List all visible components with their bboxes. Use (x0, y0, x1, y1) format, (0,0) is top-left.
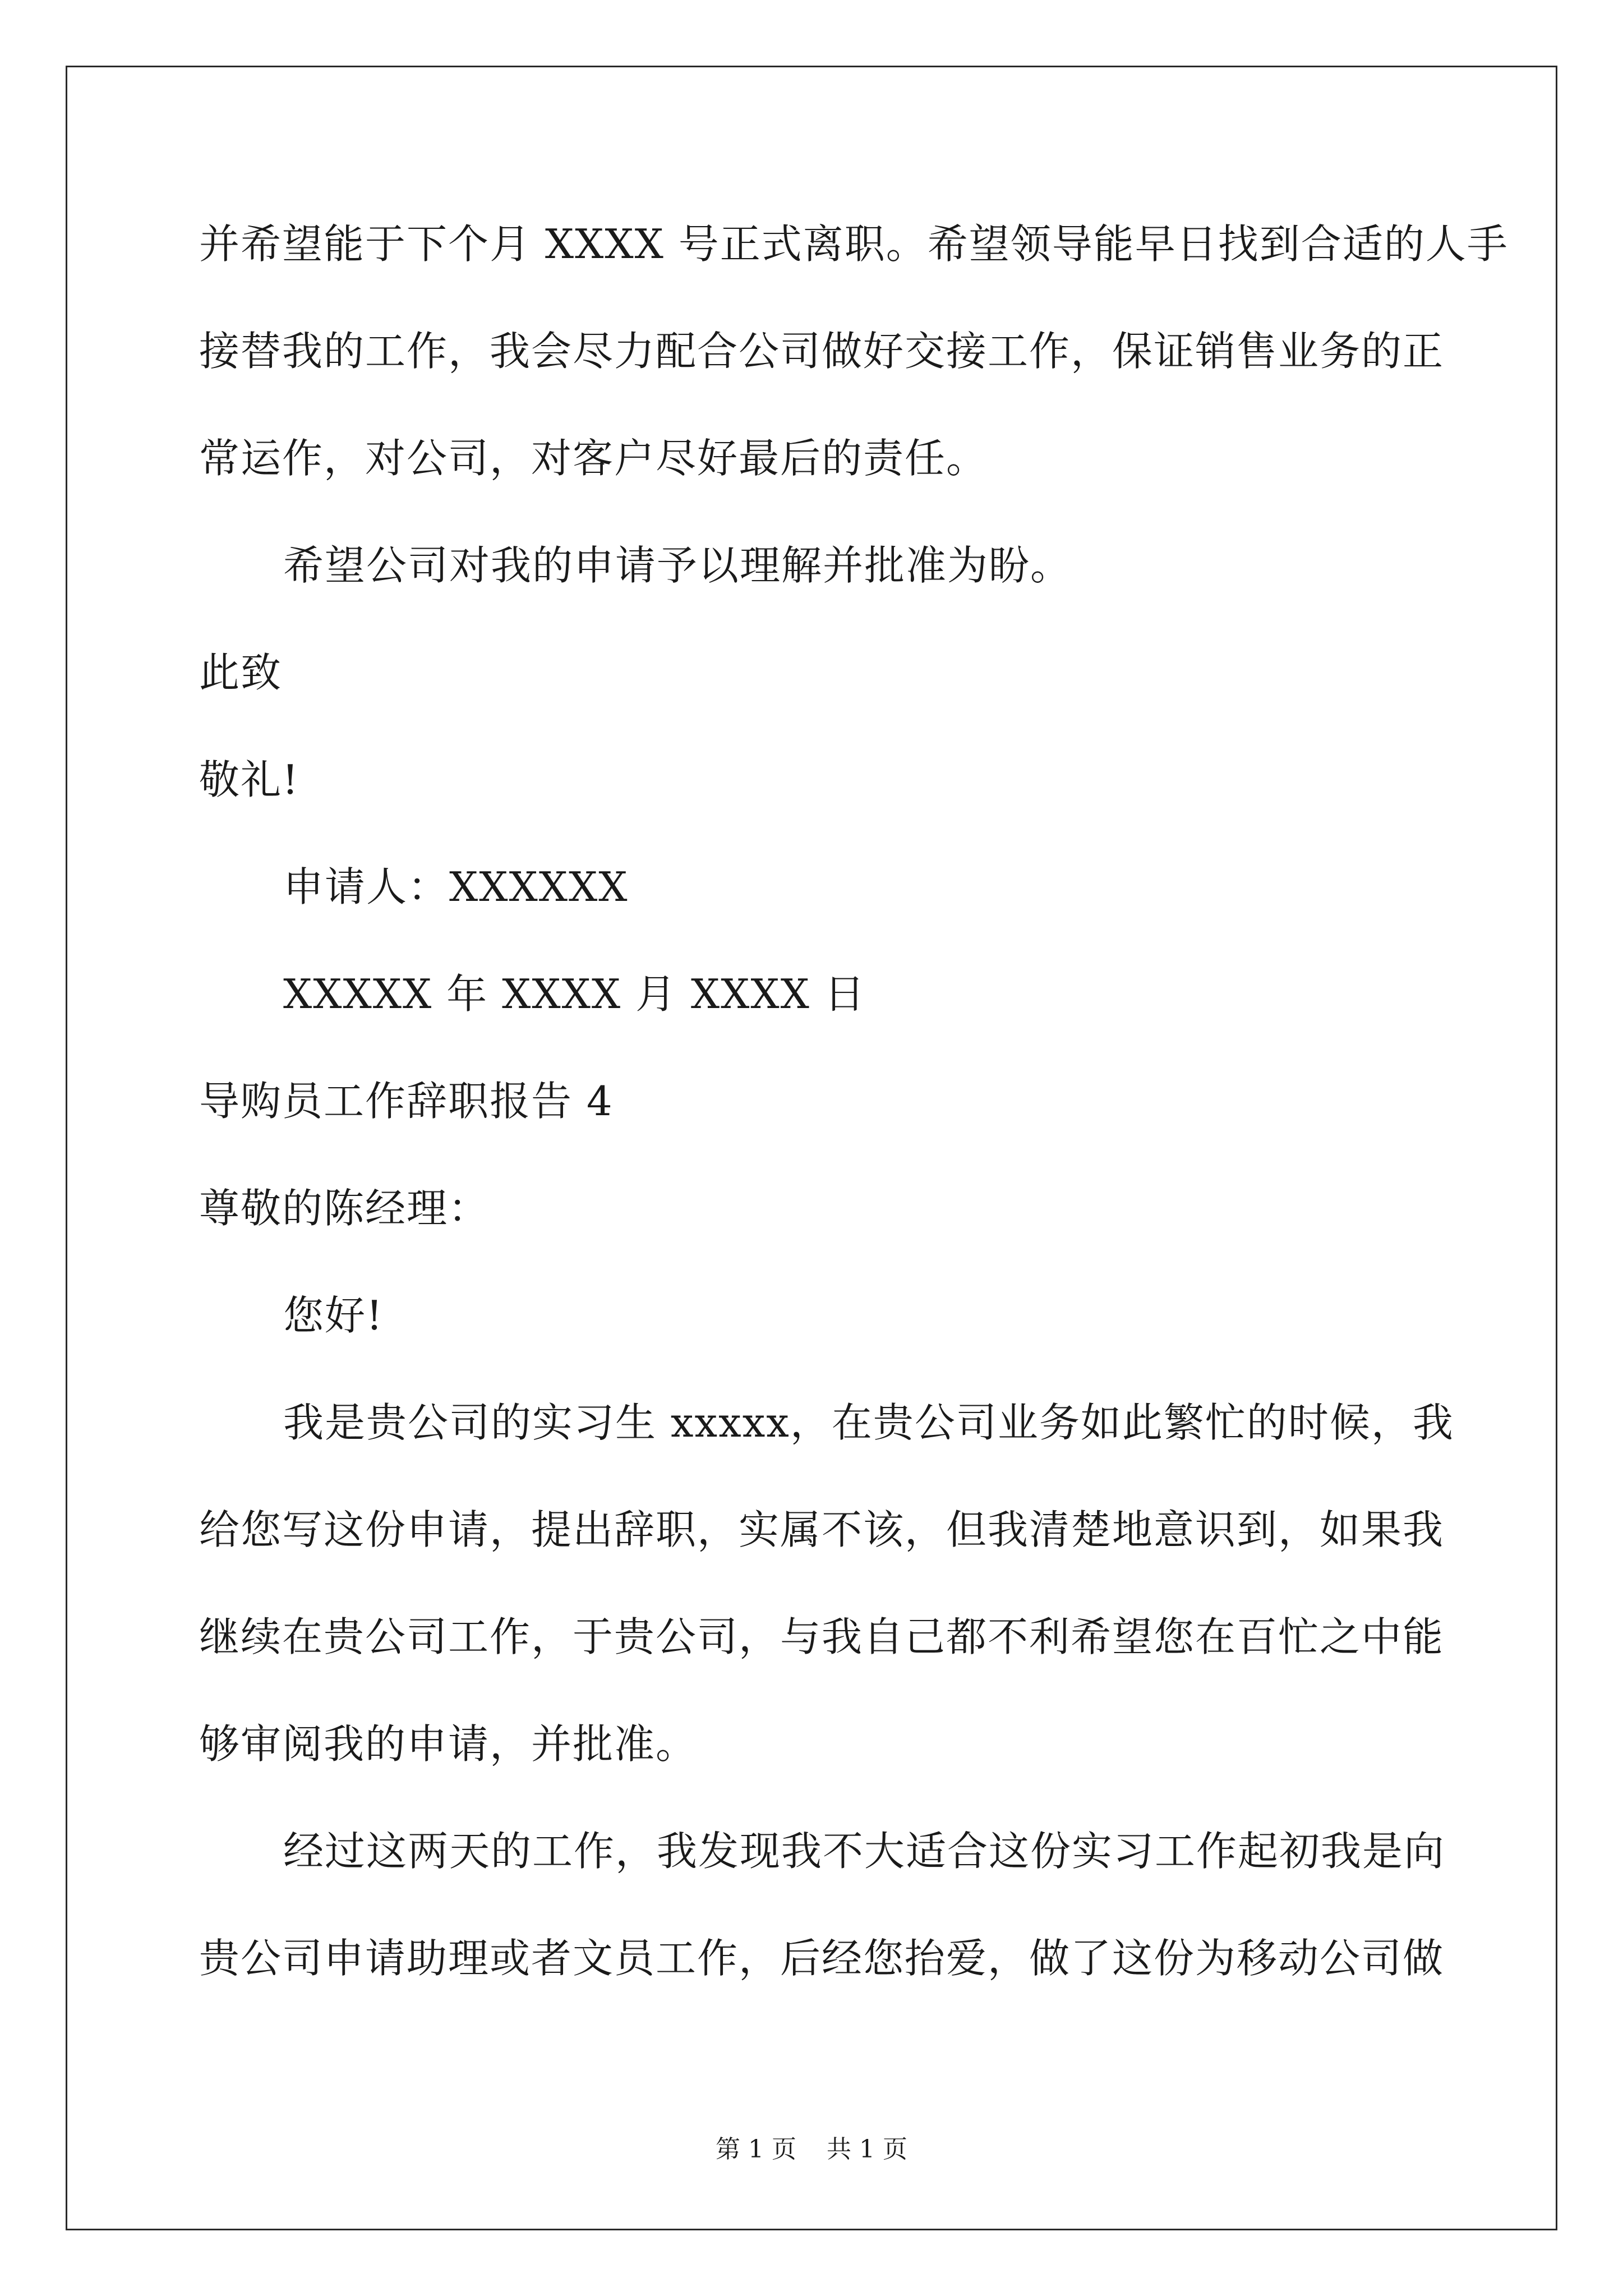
paragraph-line: 希望公司对我的申请予以理解并批准为盼。 (283, 542, 1072, 589)
page-total: 共 1 页 (827, 2135, 907, 2164)
paragraph-line: 贵公司申请助理或者文员工作，后经您抬爱，做了这份为移动公司做 (199, 1935, 1445, 1982)
page-number: 第 1 页 (716, 2135, 796, 2164)
closing-line: 此致 (199, 649, 283, 696)
salutation: 尊敬的陈经理： (199, 1185, 490, 1232)
closing-line: 敬礼! (199, 756, 299, 803)
paragraph-line: 并希望能于下个月 XXXX 号正式离职。希望领导能早日找到合适的人手 (199, 220, 1509, 268)
paragraph-line: 我是贵公司的实习生 xxxxx，在贵公司业务如此繁忙的时候，我 (283, 1399, 1454, 1446)
paragraph-line: 常运作，对公司，对客户尽好最后的责任。 (199, 435, 988, 482)
paragraph-line: 经过这两天的工作，我发现我不大适合这份实习工作起初我是向 (283, 1828, 1446, 1875)
signature-date: XXXXX 年 XXXX 月 XXXX 日 (283, 970, 866, 1018)
paragraph-line: 给您写这份申请，提出辞职，实属不该，但我清楚地意识到，如果我 (199, 1506, 1445, 1553)
document-body (199, 213, 1509, 2035)
paragraph-line: 接替我的工作，我会尽力配合公司做好交接工作，保证销售业务的正 (199, 328, 1445, 375)
signature-applicant: 申请人：XXXXXX (283, 863, 629, 910)
paragraph-line: 继续在贵公司工作，于贵公司，与我自己都不利希望您在百忙之中能 (199, 1613, 1445, 1660)
page-footer (0, 2129, 1623, 2165)
paragraph-line: 够审阅我的申请，并批准。 (199, 1720, 698, 1768)
section-heading: 导购员工作辞职报告 4 (199, 1078, 614, 1125)
greeting: 您好! (283, 1292, 384, 1339)
